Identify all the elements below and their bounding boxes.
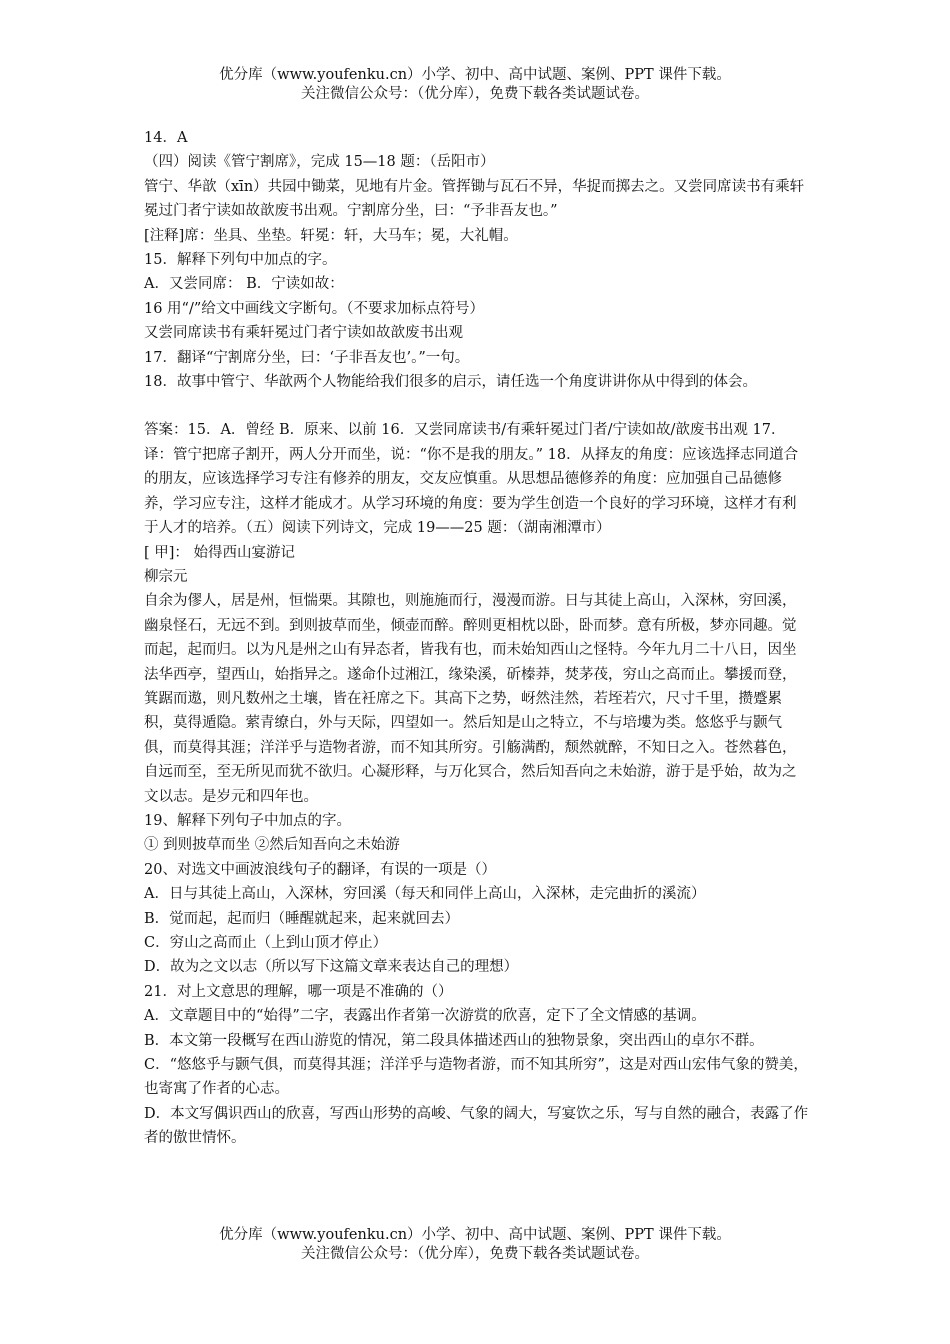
question-20-option-a: A．日与其徒上高山，入深林，穷回溪（每天和同伴上高山，入深林，走完曲折的溪流） <box>144 886 706 903</box>
header-line-1: 优分库（www.youfenku.cn）小学、初中、高中试题、案例、PPT 课件下载。 <box>219 67 731 83</box>
page-header <box>0 66 950 104</box>
question-21-option-d: D．本文写偶识西山的欣喜，写西山形势的高峻、气象的阔大，写宴饮之乐，写与自然的融合，表露了作者的傲世情怀。 <box>144 1105 809 1147</box>
section-4-heading: （四）阅读《管宁割席》，完成 15—18 题：（岳阳市） <box>144 154 495 171</box>
question-15: 15．解释下列句中加点的字。 <box>144 252 337 269</box>
question-20: 20、对选文中画波浪线句子的翻译，有误的一项是（） <box>144 861 496 878</box>
footer-line-1: 优分库（www.youfenku.cn）小学、初中、高中试题、案例、PPT 课件下载。 <box>219 1227 731 1243</box>
passage-guanning: 管宁、华歆（xīn）共园中锄菜，见地有片金。管挥锄与瓦石不异，华捉而掷去之。又尝同席读书有乘轩冕过门者宁读如故歆废书出观。宁割席分坐，曰：“予非吾友也。” <box>144 178 805 220</box>
question-18: 18．故事中管宁、华歆两个人物能给我们很多的启示，请任选一个角度讲讲你从中得到的体会。 <box>144 374 757 391</box>
question-15-items: A．又尝同席： B．宁读如故： <box>144 276 344 293</box>
question-19: 19、解释下列句子中加点的字。 <box>144 812 351 829</box>
passage-jia-title: [ 甲]： 始得西山宴游记 <box>144 544 296 561</box>
question-21-option-b: B．本文第一段概写在西山游览的情况，第二段具体描述西山的独物景象，突出西山的卓尔不群。 <box>144 1032 764 1049</box>
question-20-option-c: C．穷山之高而止（上到山顶才停止） <box>144 935 388 951</box>
question-17: 17．翻译“宁割席分坐，曰：‘子非吾友也’。”一句。 <box>144 349 470 366</box>
answers-15-18: 答案：15．A．曾经 B．原来、以前 16．又尝同席读书/有乘轩冕过门者/宁读如故/歆废书出观 17．译：管宁把席子割开，两人分开而坐，说：“你不是我的朋友。” 18．从择友的角度：应该选择志同道合的朋友，应该选择学习专注有修养的朋友，交友应慎重。从思想品德修养的角度：应加强自己品德修养，学习应专注，这样才能成才。从学习环境的角度：要为学生创造一个良好的学习环境，这样才有利于人才的培养。（五）阅读下列诗文，完成 19——25 题：（湖南湘潭市） <box>144 422 799 537</box>
question-16-text: 又尝同席读书有乘轩冕过门者宁读如故歆废书出观 <box>144 325 463 342</box>
question-21-option-c: C．“悠悠乎与颢气俱，而莫得其涯；洋洋乎与造物者游，而不知其所穷”，这是对西山宏伟气象的赞美，也寄寓了作者的心志。 <box>144 1057 808 1098</box>
question-19-items: ① 到则披草而坐 ②然后知吾向之未始游 <box>144 837 400 854</box>
question-20-option-d: D．故为之文以志（所以写下这篇文章来表达自己的理想） <box>144 959 519 976</box>
document-body <box>144 126 809 1151</box>
question-21-option-a: A．文章题目中的“始得”二字，表露出作者第一次游赏的欣喜，定下了全文情感的基调。 <box>144 1008 706 1025</box>
question-21: 21．对上文意思的理解，哪一项是不准确的（） <box>144 983 453 1000</box>
page-footer <box>0 1226 950 1264</box>
answer-14: 14．A <box>144 130 188 146</box>
footer-line-2: 关注微信公众号：（优分库），免费下载各类试题试卷。 <box>301 1246 649 1262</box>
passage-author: 柳宗元 <box>144 568 188 585</box>
header-line-2: 关注微信公众号：（优分库），免费下载各类试题试卷。 <box>301 86 649 102</box>
question-20-option-b: B．觉而起，起而归（睡醒就起来，起来就回去） <box>144 910 460 927</box>
passage-notes: [注释]席：坐具、坐垫。轩冕：轩，大马车；冕，大礼帽。 <box>144 227 518 244</box>
paragraph-gap <box>144 394 809 418</box>
question-16: 16 用“/”给文中画线文字断句。（不要求加标点符号） <box>144 300 485 317</box>
passage-xishan: 自余为僇人，居是州，恒惴栗。其隙也，则施施而行，漫漫而游。日与其徒上高山，入深林，穷回溪，幽泉怪石，无远不到。到则披草而坐，倾壶而醉。醉则更相枕以卧，卧而梦。意有所极，梦亦同趣。觉而起，起而归。以为凡是州之山有异态者，皆我有也，而未始知西山之怪特。今年九月二十八日，因坐法华西亭，望西山，始指异之。遂命仆过湘江，缘染溪，斫榛莽，焚茅茷，穷山之高而止。攀援而登，箕踞而遨，则凡数州之土壤，皆在衽席之下。其高下之势，岈然洼然，若垤若穴，尺寸千里，攒蹙累积，莫得遁隐。萦青缭白，外与天际，四望如一。然后知是山之特立，不与培塿为类。悠悠乎与颢气俱，而莫得其涯；洋洋乎与造物者游，而不知其所穷。引觞满酌，颓然就醉，不知日之入。苍然暮色，自远而至，至无所见而犹不欲归。心凝形释，与万化冥合，然后知吾向之未始游，游于是乎始，故为之文以志。是岁元和四年也。 <box>144 593 797 805</box>
